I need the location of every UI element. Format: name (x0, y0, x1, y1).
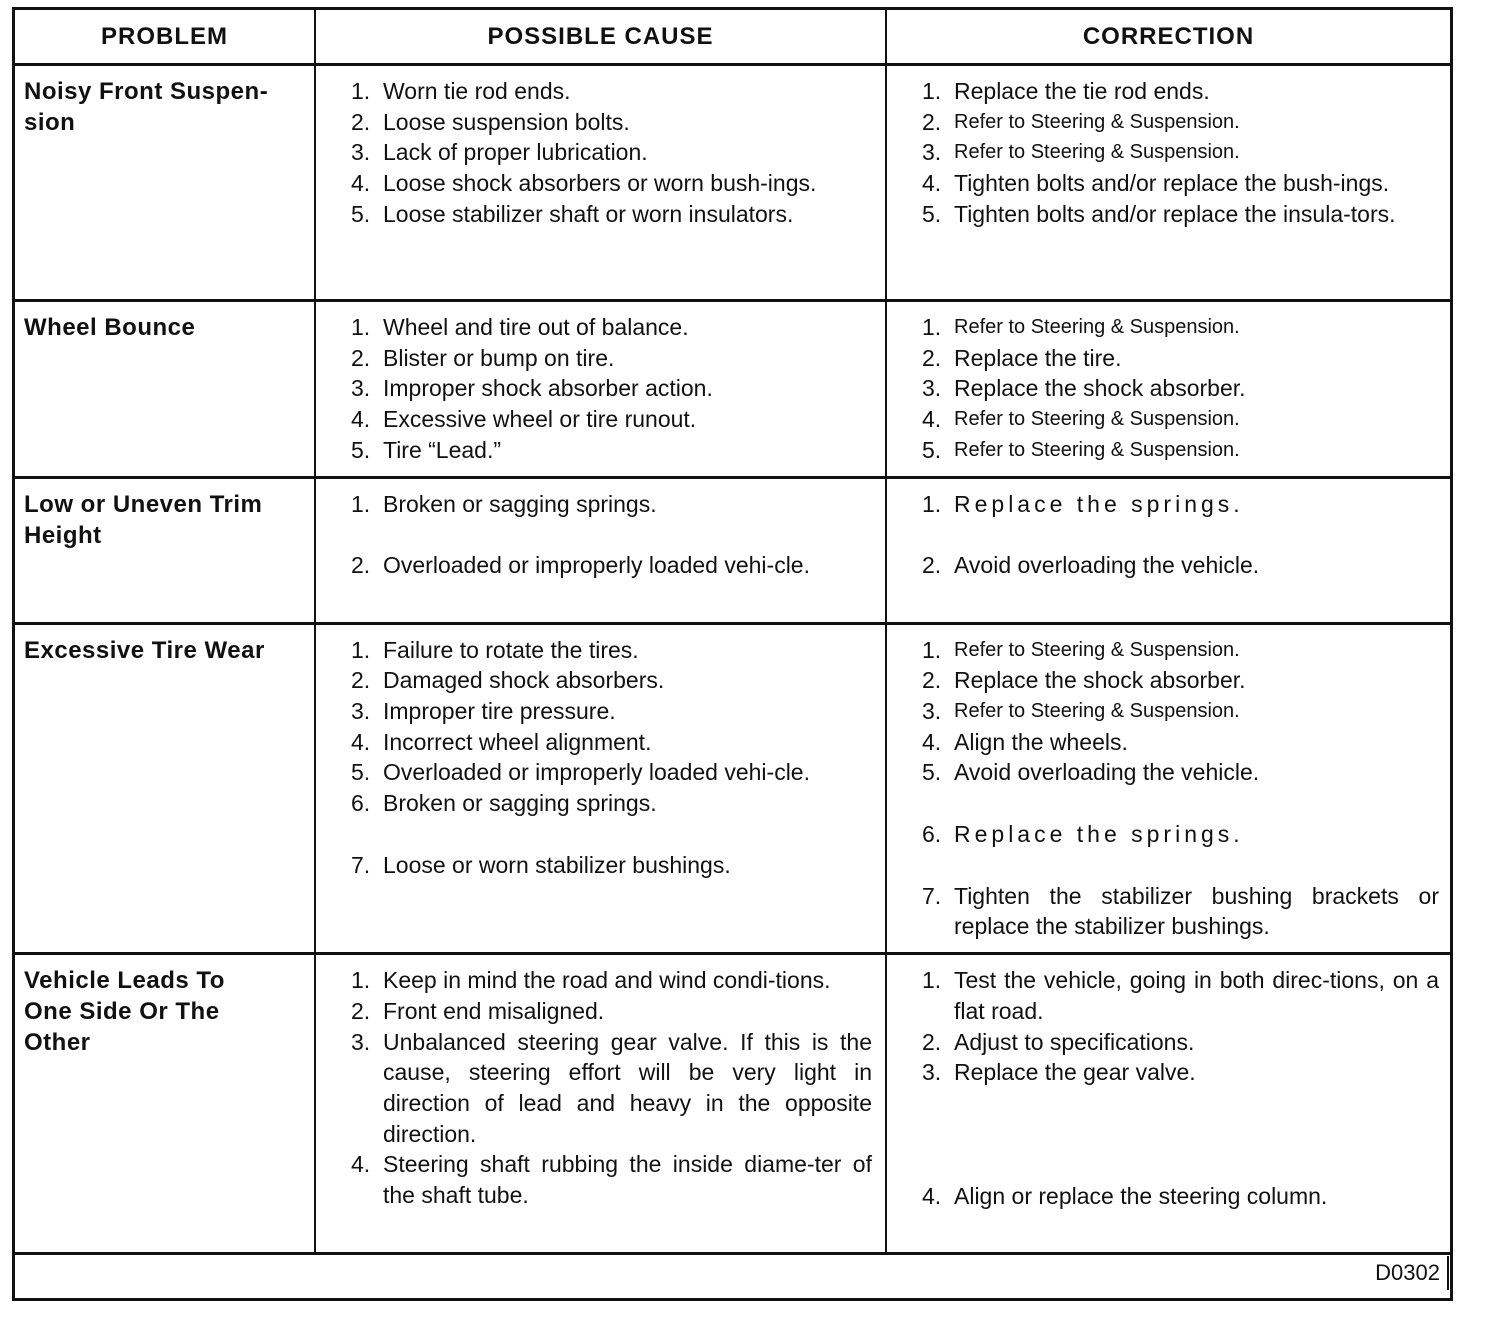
list-item: 4. Incorrect wheel alignment. (351, 728, 652, 755)
table-row (15, 477, 1450, 623)
list-item: 7. Loose or worn stabilizer bushings. (351, 851, 731, 878)
list-item: 2. Replace the shock absorber. (922, 667, 1246, 694)
list-item: 4. Steering shaft rubbing the inside diame-ter of the shaft tube. (351, 1151, 872, 1209)
list-item: 2. Replace the tire. (922, 344, 1122, 371)
problem-cell (15, 65, 315, 301)
troubleshooting-table (12, 7, 1453, 1301)
list-item: 1. Wheel and tire out of balance. (351, 314, 689, 340)
list-item: 3. Improper tire pressure. (351, 697, 616, 724)
header-correction: CORRECTION (886, 10, 1450, 65)
list-item: 1. Worn tie rod ends. (351, 78, 571, 104)
cause-cell (315, 954, 886, 1254)
list-item: 1. Keep in mind the road and wind condi-tions. (351, 967, 831, 994)
list-item: 2. Overloaded or improperly loaded vehi-cle. (351, 552, 810, 579)
table-grid (15, 10, 1450, 1255)
header-problem: PROBLEM (15, 10, 315, 65)
problem-cell (15, 301, 315, 478)
correction-cell (886, 954, 1450, 1254)
list-item: 6. Replace the springs. (922, 821, 1244, 848)
cause-cell (315, 477, 886, 623)
list-item: 5. Refer to Steering & Suspension. (922, 436, 1240, 463)
list-item: 1. Replace the tie rod ends. (922, 78, 1210, 104)
list-item: 4. Excessive wheel or tire runout. (351, 406, 697, 433)
problem-text: Wheel Bounce (24, 314, 196, 341)
list-item: 4. Align the wheels. (922, 728, 1128, 755)
correction-cell (886, 477, 1450, 623)
problem-text: Excessive Tire Wear (24, 636, 265, 664)
list-item: 1. Refer to Steering & Suspension. (922, 636, 1240, 663)
table-row (15, 954, 1450, 1254)
list-item: 1. Test the vehicle, going in both direc-tions, on a flat road. (922, 967, 1439, 1024)
list-item: 6. Broken or sagging springs. (351, 790, 657, 817)
list-item: 1. Replace the springs. (922, 490, 1244, 517)
list-item: 4. Tighten bolts and/or replace the bush-ings. (922, 170, 1390, 197)
problem-text: Noisy Front Suspen-sion (24, 78, 269, 136)
list-item: 2. Avoid overloading the vehicle. (922, 552, 1260, 579)
list-item: 4. Align or replace the steering column. (922, 1182, 1328, 1209)
cause-cell (315, 301, 886, 478)
correction-cell (886, 65, 1450, 301)
list-item: 5. Tire “Lead.” (351, 436, 502, 463)
correction-cell (886, 301, 1450, 478)
list-item: 2. Refer to Steering & Suspension. (922, 108, 1240, 135)
list-item: 3. Unbalanced steering gear valve. If this is the cause, steering effort will be very light in direction of lead and heavy in the opposite direction. (351, 1028, 872, 1147)
list-item: 4. Refer to Steering & Suspension. (922, 406, 1240, 433)
list-item: 3. Replace the gear valve. (922, 1059, 1196, 1086)
list-item: 2. Adjust to specifications. (922, 1028, 1195, 1055)
problem-cell (15, 477, 315, 623)
header-row (15, 10, 1450, 65)
list-item: 2. Damaged shock absorbers. (351, 667, 665, 694)
problem-text: Low or Uneven Trim Height (24, 490, 263, 549)
list-item: 2. Blister or bump on tire. (351, 344, 615, 371)
problem-cell (15, 954, 315, 1254)
cause-cell (315, 65, 886, 301)
list-item: 3. Improper shock absorber action. (351, 375, 713, 402)
list-item: 2. Loose suspension bolts. (351, 108, 630, 135)
table-row (15, 623, 1450, 954)
list-item: 3. Replace the shock absorber. (922, 375, 1246, 402)
list-item: 1. Failure to rotate the tires. (351, 636, 639, 663)
problem-text: Vehicle Leads To One Side Or The Other (24, 967, 225, 1057)
list-item: 5. Tighten bolts and/or replace the insula-tors. (922, 200, 1396, 227)
list-item: 5. Avoid overloading the vehicle. (922, 759, 1260, 786)
list-item: 4. Loose shock absorbers or worn bush-ings. (351, 170, 817, 197)
list-item: 1. Refer to Steering & Suspension. (922, 314, 1240, 340)
list-item: 2. Front end misaligned. (351, 997, 605, 1024)
header-possible-cause: POSSIBLE CAUSE (315, 10, 886, 65)
cause-cell (315, 623, 886, 954)
list-item: 3. Refer to Steering & Suspension. (922, 697, 1240, 724)
problem-cell (15, 623, 315, 954)
list-item: 7. Tighten the stabilizer bushing brackets or replace the stabilizer bushings. (922, 882, 1439, 940)
table-row (15, 65, 1450, 301)
table-row (15, 301, 1450, 478)
figure-code: D0302 (1375, 1260, 1440, 1285)
list-item: 5. Overloaded or improperly loaded vehi-cle. (351, 759, 810, 786)
list-item: 3. Refer to Steering & Suspension. (922, 139, 1240, 166)
list-item: 1. Broken or sagging springs. (351, 490, 657, 517)
footer-row (15, 1248, 1450, 1298)
list-item: 5. Loose stabilizer shaft or worn insulators. (351, 200, 794, 227)
list-item: 3. Lack of proper lubrication. (351, 139, 648, 166)
correction-cell (886, 623, 1450, 954)
